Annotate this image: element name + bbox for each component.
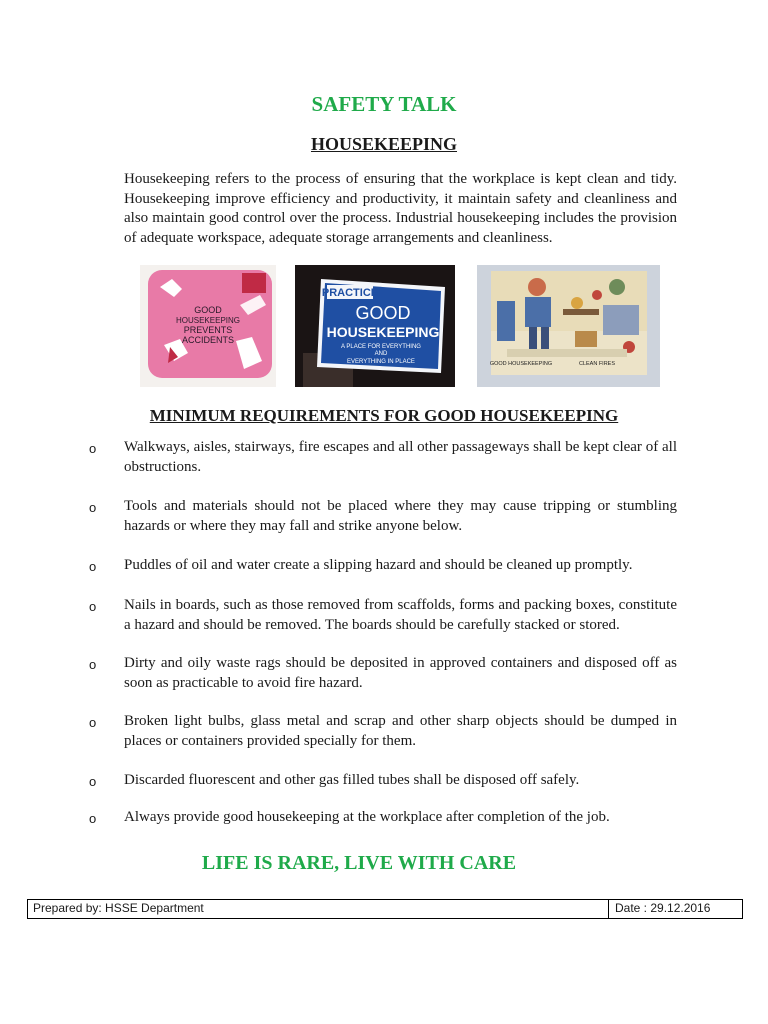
bullet-marker: o [89, 715, 97, 730]
footer-divider [608, 900, 609, 918]
list-item: Always provide good housekeeping at the workplace after completion of the job. [124, 809, 610, 825]
bullet-marker: o [89, 599, 97, 614]
list-item: Discarded fluorescent and other gas filled tubes shall be disposed off safely. [124, 772, 580, 788]
bullet-marker: o [89, 657, 97, 672]
poster2-line3: HOUSEKEEPING [326, 324, 440, 340]
list-item: Puddles of oil and water create a slipping hazard and should be cleaned up promptly. [124, 557, 633, 573]
good-housekeeping-prevents-accidents-poster [140, 265, 276, 387]
prepared-by: Prepared by: HSSE Department [33, 901, 204, 915]
list-item: Nails in boards, such as those removed from scaffolds, forms and packing boxes, constitute a hazard and should be removed. The boards should be carefully stacked or stored. [124, 597, 677, 633]
cluttered-workshop-poster [477, 265, 660, 387]
section-subtitle: HOUSEKEEPING [310, 134, 458, 154]
bullet-marker: o [89, 811, 97, 826]
bullet-marker: o [89, 441, 97, 456]
page-title: SAFETY TALK [311, 92, 457, 116]
practice-good-housekeeping-sign [295, 265, 455, 387]
requirements-heading: MINIMUM REQUIREMENTS FOR GOOD HOUSEKEEPING [149, 406, 619, 425]
poster1-line2: HOUSEKEEPING [175, 316, 241, 325]
poster3-caption-right: CLEAN FIRES [578, 361, 616, 367]
poster2-line6: EVERYTHING IN PLACE [347, 359, 415, 365]
intro-paragraph: Housekeeping refers to the process of ensuring that the workplace is kept clean and tidy. Housekeeping improve efficiency and productivity, it maintain safety and cleanliness and also maintain good control over the process. Industrial housekeeping includes the provision of adequate workspace, adequate storage arrangements and cleanliness. [124, 171, 677, 246]
poster2-line4: A PLACE FOR EVERYTHING [341, 344, 421, 350]
poster2-line2: GOOD [355, 303, 411, 323]
footer-date: Date : 29.12.2016 [615, 901, 711, 915]
safety-slogan: LIFE IS RARE, LIVE WITH CARE [201, 852, 517, 874]
list-item: Tools and materials should not be placed where they may cause tripping or stumbling hazards or where they may fall and strike anyone below. [124, 498, 677, 534]
poster1-line4: ACCIDENTS [181, 335, 235, 345]
bullet-marker: o [89, 559, 97, 574]
poster1-line3: PREVENTS [183, 325, 233, 335]
poster2-line5: AND [374, 351, 388, 357]
poster3-caption-left: GOOD HOUSEKEEPING [489, 361, 553, 367]
bullet-marker: o [89, 774, 97, 789]
poster2-line1: PRACTICE [321, 287, 379, 299]
bullet-marker: o [89, 500, 97, 515]
list-item: Walkways, aisles, stairways, fire escapes and all other passageways shall be kept clear of all obstructions. [124, 439, 677, 475]
list-item: Dirty and oily waste rags should be deposited in approved containers and disposed off as soon as practicable to avoid fire hazard. [124, 655, 677, 691]
poster1-line1: GOOD [194, 305, 222, 315]
footer-table [27, 899, 743, 919]
list-item: Broken light bulbs, glass metal and scrap and other sharp objects should be dumped in places or containers provided specially for them. [124, 713, 677, 749]
